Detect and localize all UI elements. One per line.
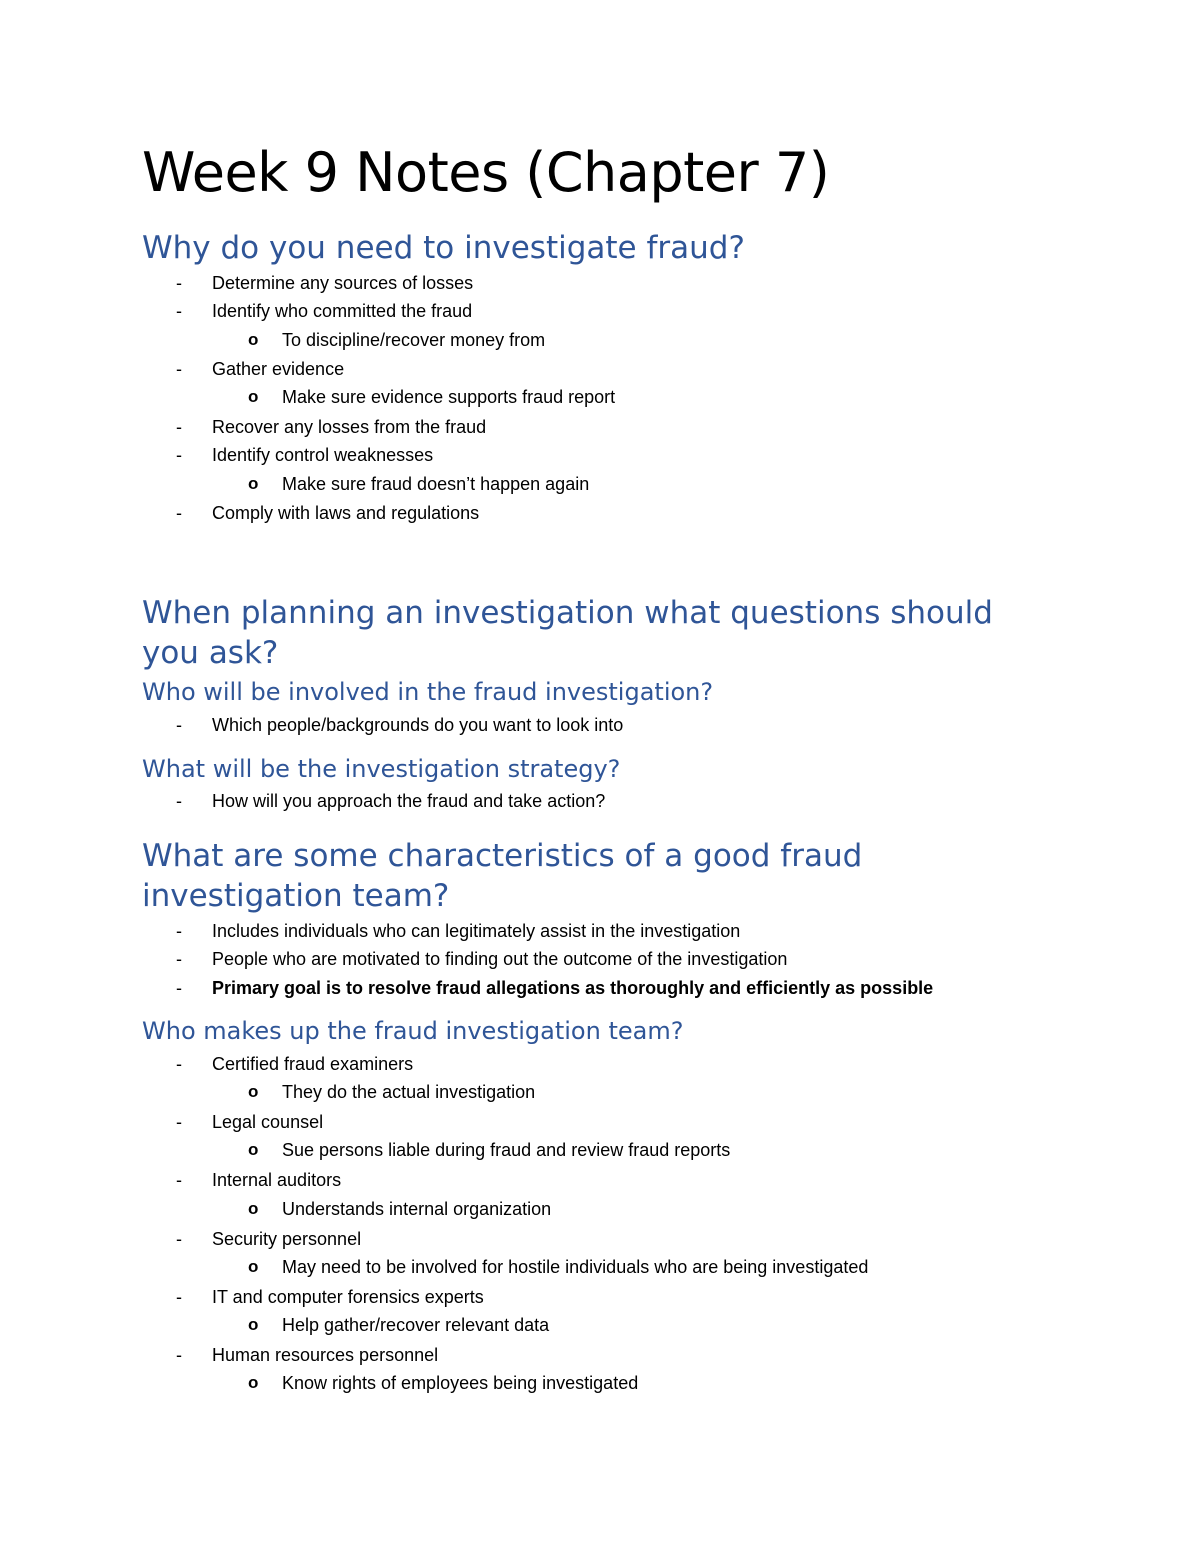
dash-bullet: -: [176, 445, 182, 465]
heading-why-investigate: Why do you need to investigate fraud?: [142, 230, 745, 266]
dash-bullet: -: [176, 273, 182, 293]
heading-planning-line2: you ask?: [142, 635, 279, 671]
dash-bullet: -: [176, 1112, 182, 1132]
circle-bullet: o: [248, 1140, 259, 1159]
heading-planning-line1: When planning an investigation what questions should: [142, 595, 993, 631]
dash-bullet: -: [176, 715, 182, 735]
circle-bullet: o: [248, 387, 259, 406]
dash-bullet: -: [176, 791, 182, 811]
document-page: Week 9 Notes (Chapter 7) Why do you need to investigate fraud? - Determine any sources of losses - Identify who committed the fraud o To discipline/recover money from - Gather evidence o Make sure evidence supports fraud report - Recover any losses from the fraud - Identify control weaknesses o Make sure fraud doesn’t happen again - Comply with laws and regulations When planning an investigation what questions should you ask? Who will be involved in the fraud investigation? - Which people/backgrounds do you want to look into What will be the investigation strategy? - How will you approach the fraud and take action? What are some characteristics of a good fraud investigation team? - Includes individuals who can legitimately assist in the investigation - People who are motivated to finding out the outcome of the investigation - Primary goal is to resolve fraud allegations as thoroughly and efficiently as possible Who makes up the fraud investigation team? - Certified fraud examiners o They do the actual investigation - Legal counsel o Sue persons liable during fraud and review fraud reports - Internal auditors o Understands internal organization - Security personnel o May need to be involved for hostile individuals who are being investigated - IT and computer forensics experts o Help gather/recover relevant data - Human resources personnel o Know rights of employees being investigated: [0, 0, 1200, 1553]
dash-bullet: -: [176, 503, 182, 523]
subheading-strategy: What will be the investigation strategy?: [142, 755, 621, 783]
heading-characteristics-line2: investigation team?: [142, 878, 450, 914]
heading-characteristics-line1: What are some characteristics of a good fraud: [142, 838, 863, 874]
dash-bullet: -: [176, 949, 182, 969]
dash-bullet: -: [176, 1287, 182, 1307]
circle-bullet: o: [248, 1199, 259, 1218]
dash-bullet: -: [176, 1229, 182, 1249]
dash-bullet: -: [176, 978, 182, 998]
circle-bullet: o: [248, 474, 259, 493]
circle-bullet: o: [248, 330, 259, 349]
dash-bullet: -: [176, 921, 182, 941]
circle-bullet: o: [248, 1082, 259, 1101]
dash-bullet: -: [176, 417, 182, 437]
dash-bullet: -: [176, 1345, 182, 1365]
circle-bullet: o: [248, 1257, 259, 1276]
subheading-who-involved: Who will be involved in the fraud investigation?: [142, 678, 714, 706]
circle-bullet: o: [248, 1315, 259, 1334]
dash-bullet: -: [176, 1170, 182, 1190]
circle-bullet: o: [248, 1373, 259, 1392]
dash-bullet: -: [176, 359, 182, 379]
page-title: Week 9 Notes (Chapter 7): [142, 141, 830, 204]
dash-bullet: -: [176, 1054, 182, 1074]
dash-bullet: -: [176, 301, 182, 321]
subheading-team: Who makes up the fraud investigation team?: [142, 1017, 684, 1045]
